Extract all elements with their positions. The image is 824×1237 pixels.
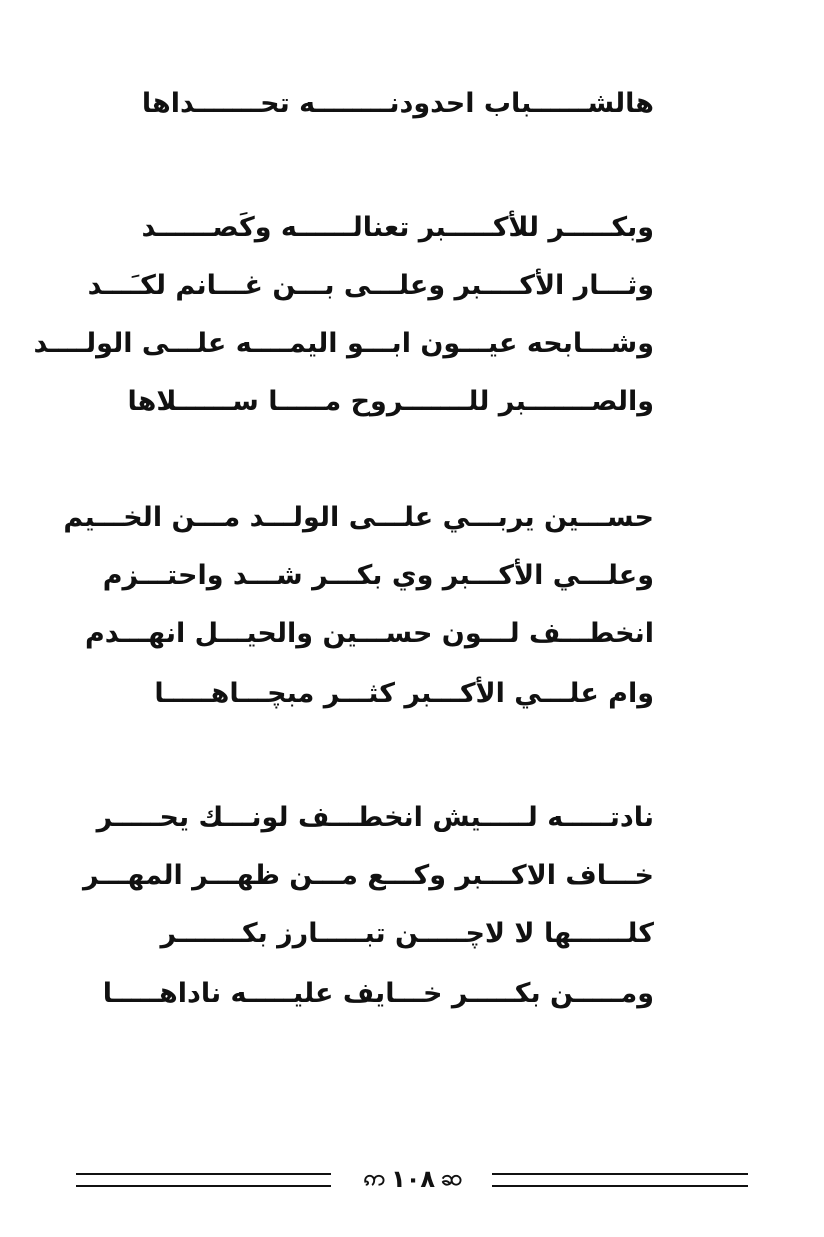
page-number: ١٠٨ xyxy=(391,1165,436,1193)
page-number-block xyxy=(343,1162,483,1196)
poem-line: والصـــــــبر للـــــــروح مـــــا ســــــلاها xyxy=(127,386,654,417)
poem-line: وعلـــي الأكـــبر وي بكـــر شـــد واحتـــزم xyxy=(102,560,654,591)
poem-line: حســـين يربـــي علـــى الولـــد مـــن الخـــيم xyxy=(63,502,654,533)
poem-line: وشـــابحه عيـــون ابـــو اليمــــه علـــى الولــــد xyxy=(33,328,654,359)
ornament-right-icon: ဆ xyxy=(441,1166,463,1191)
poem-line: وام علـــي الأكـــبر كثـــر مبچـــاهـــــا xyxy=(154,678,654,709)
poem-line: كلــــــها لا لاچـــــن تبـــــارز بكـــــــر xyxy=(160,918,654,949)
poem-line: هالشــــــباب احدودنــــــــه تحـــــــداها xyxy=(141,88,654,119)
footer-rule-left xyxy=(76,1173,331,1187)
poem-line: ومـــــن بكـــــر خـــايف عليـــــه ناداهـــــا xyxy=(102,978,654,1009)
poem-line: انخطـــف لـــون حســـين والحيـــل انهـــدم xyxy=(84,618,654,649)
poem-line: نادتـــــه لـــــيش انخطـــف لونـــك يحـــــر xyxy=(96,802,654,833)
poem-line: خـــاف الاكـــبر وكـــع مـــن ظهـــر المهـــر xyxy=(82,860,654,891)
ornament-left-icon: ဢ xyxy=(363,1166,386,1191)
poem-line: وبكـــــر للأكـــــبر تعنالــــــه وكَصــــــد xyxy=(141,212,654,243)
poem-line: وثـــار الأكــــبر وعلـــى بـــن غـــانم لكـَـــد xyxy=(87,270,654,301)
footer-rule-right xyxy=(492,1173,748,1187)
